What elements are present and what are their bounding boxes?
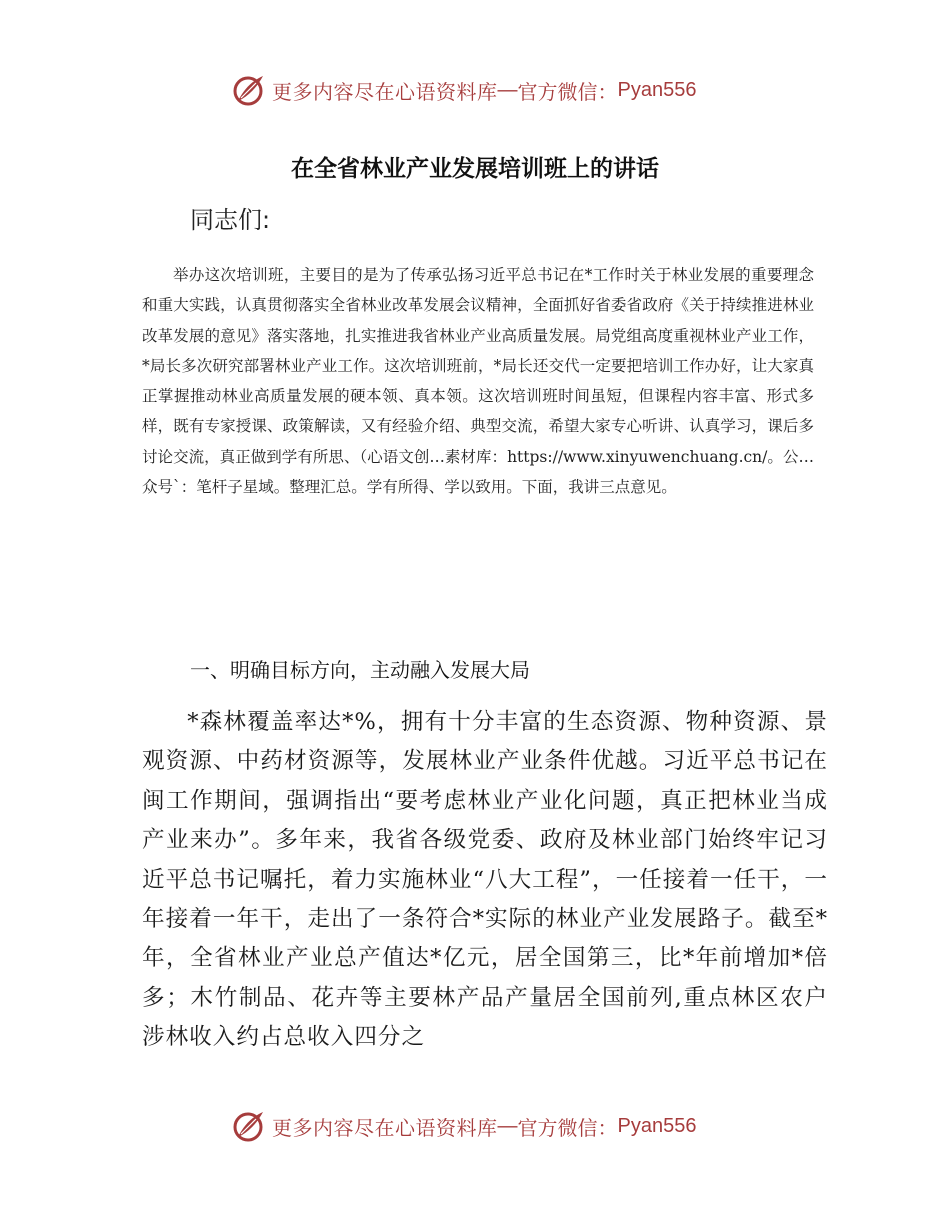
- watermark-label: 官方微信：: [517, 1117, 618, 1140]
- salutation: 同志们:: [190, 206, 271, 234]
- document-title: 在全省林业产业发展培训班上的讲话: [291, 156, 659, 182]
- footer-watermark-banner: [232, 1106, 732, 1146]
- intro-paragraph: 举办这次培训班，主要目的是为了传承弘扬习近平总书记在*工作时关于林业发展的重要理念和重大实践，认真贯彻落实全省林业改革发展会议精神，全面抓好省委省政府《关于持续推进林业改革发展的意见》落实落地，扎实推进我省林业产业高质量发展。局党组高度重视林业产业工作，*局长多次研究部署林业产业工作。这次培训班前，*局长还交代一定要把培训工作办好，让大家真正掌握推动林业高质量发展的硬本领、真本领。这次培训班时间虽短，但课程内容丰富、形式多样，既有专家授课、政策解读，又有经验介绍、典型交流，希望大家专心听讲、认真学习，课后多讨论交流，真正做到学有所思、（心语文创…素材库：https://www.xinyuwenchuang.cn/。公…众号`：笔杆子星域。整理汇总。学有所得、学以致用。下面，我讲三点意见。: [142, 266, 814, 497]
- header-watermark-banner: [232, 70, 732, 110]
- watermark-label: 官方微信：: [517, 81, 618, 104]
- feather-quill-seal-icon: [232, 1109, 266, 1143]
- section-1-heading: 一、明确目标方向，主动融入发展大局: [190, 658, 530, 682]
- watermark-text: 更多内容尽在心语资料库: [272, 1117, 498, 1140]
- watermark-separator: —: [497, 1114, 518, 1137]
- feather-quill-seal-icon: [232, 73, 266, 107]
- section-1-body-paragraph: *森林覆盖率达*%，拥有十分丰富的生态资源、物种资源、景观资源、中药材资源等，发展林业产业条件优越。习近平总书记在闽工作期间，强调指出“要考虑林业产业化问题，真正把林业当成产业来办”。多年来，我省各级党委、政府及林业部门始终牢记习近平总书记嘱托，着力实施林业“八大工程”，一任接着一任干，一年接着一年干，走出了一条符合*实际的林业产业发展路子。截至*年，全省林业产业总产值达*亿元，居全国第三，比*年前增加*倍多；木竹制品、花卉等主要林产品产量居全国前列,重点林区农户涉林收入约占总收入四分之: [142, 709, 828, 1051]
- watermark-handle: Pyan556: [617, 1114, 697, 1137]
- watermark-handle: Pyan556: [617, 78, 697, 101]
- watermark-text: 更多内容尽在心语资料库: [272, 81, 498, 104]
- watermark-separator: —: [497, 78, 518, 101]
